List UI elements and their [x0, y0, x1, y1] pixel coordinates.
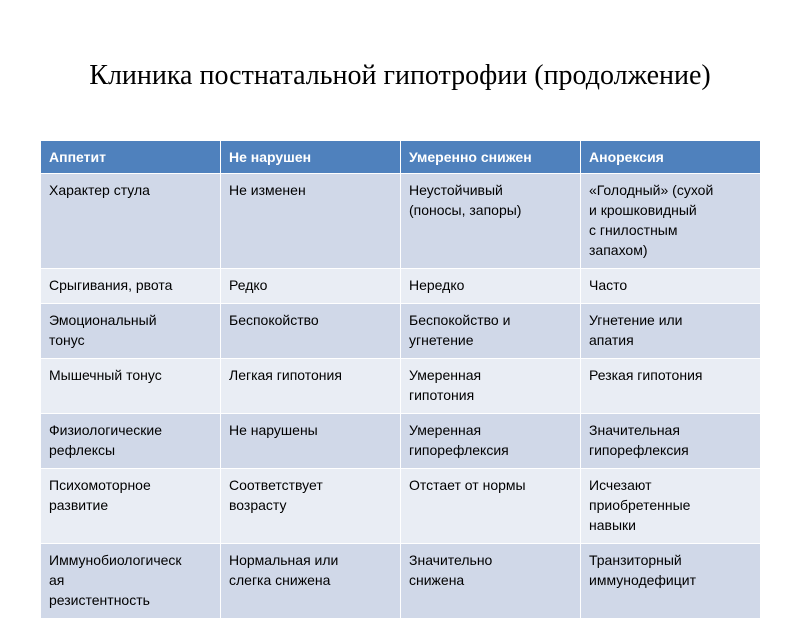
row-label-cell: Физиологические рефлексы — [41, 414, 221, 469]
header-cell-appetite: Аппетит — [41, 141, 221, 174]
row-label-cell: Эмоциональный тонус — [41, 304, 221, 359]
table-cell: Редко — [221, 269, 401, 304]
table-cell: Угнетение или апатия — [581, 304, 761, 359]
row-label-cell: Срыгивания, рвота — [41, 269, 221, 304]
table-cell: Исчезают приобретенные навыки — [581, 469, 761, 544]
table-cell: Не нарушены — [221, 414, 401, 469]
table-cell: Отстает от нормы — [401, 469, 581, 544]
table-cell: Не изменен — [221, 174, 401, 269]
header-cell-anorexia: Анорексия — [581, 141, 761, 174]
table-cell: Неустойчивый (поносы, запоры) — [401, 174, 581, 269]
table-cell: «Голодный» (сухой и крошковидный с гнилостным запахом) — [581, 174, 761, 269]
table-cell: Часто — [581, 269, 761, 304]
table-row — [41, 544, 761, 619]
table-cell: Соответствует возрасту — [221, 469, 401, 544]
table-cell: Резкая гипотония — [581, 359, 761, 414]
row-label-cell: Психомоторное развитие — [41, 469, 221, 544]
table-cell: Нередко — [401, 269, 581, 304]
table-cell: Умеренная гипорефлексия — [401, 414, 581, 469]
table-cell: Нормальная или слегка снижена — [221, 544, 401, 619]
row-label-cell: Мышечный тонус — [41, 359, 221, 414]
table-cell: Значительно снижена — [401, 544, 581, 619]
table-row — [41, 469, 761, 544]
table-row — [41, 359, 761, 414]
table-cell: Умеренная гипотония — [401, 359, 581, 414]
table-cell: Значительная гипорефлексия — [581, 414, 761, 469]
table-row — [41, 174, 761, 269]
table-row — [41, 304, 761, 359]
row-label-cell: Характер стула — [41, 174, 221, 269]
table-cell: Беспокойство и угнетение — [401, 304, 581, 359]
header-cell-moderately-reduced: Умеренно снижен — [401, 141, 581, 174]
table-cell: Транзиторный иммунодефицит — [581, 544, 761, 619]
header-cell-not-impaired: Не нарушен — [221, 141, 401, 174]
clinic-table — [40, 140, 761, 619]
row-label-cell: Иммунобиологическ ая резистентность — [41, 544, 221, 619]
table-cell: Беспокойство — [221, 304, 401, 359]
table-cell: Легкая гипотония — [221, 359, 401, 414]
slide-title: Клиника постнатальной гипотрофии (продолжение) — [89, 60, 711, 91]
table-row — [41, 269, 761, 304]
table-row — [41, 414, 761, 469]
table-header-row — [41, 141, 761, 174]
